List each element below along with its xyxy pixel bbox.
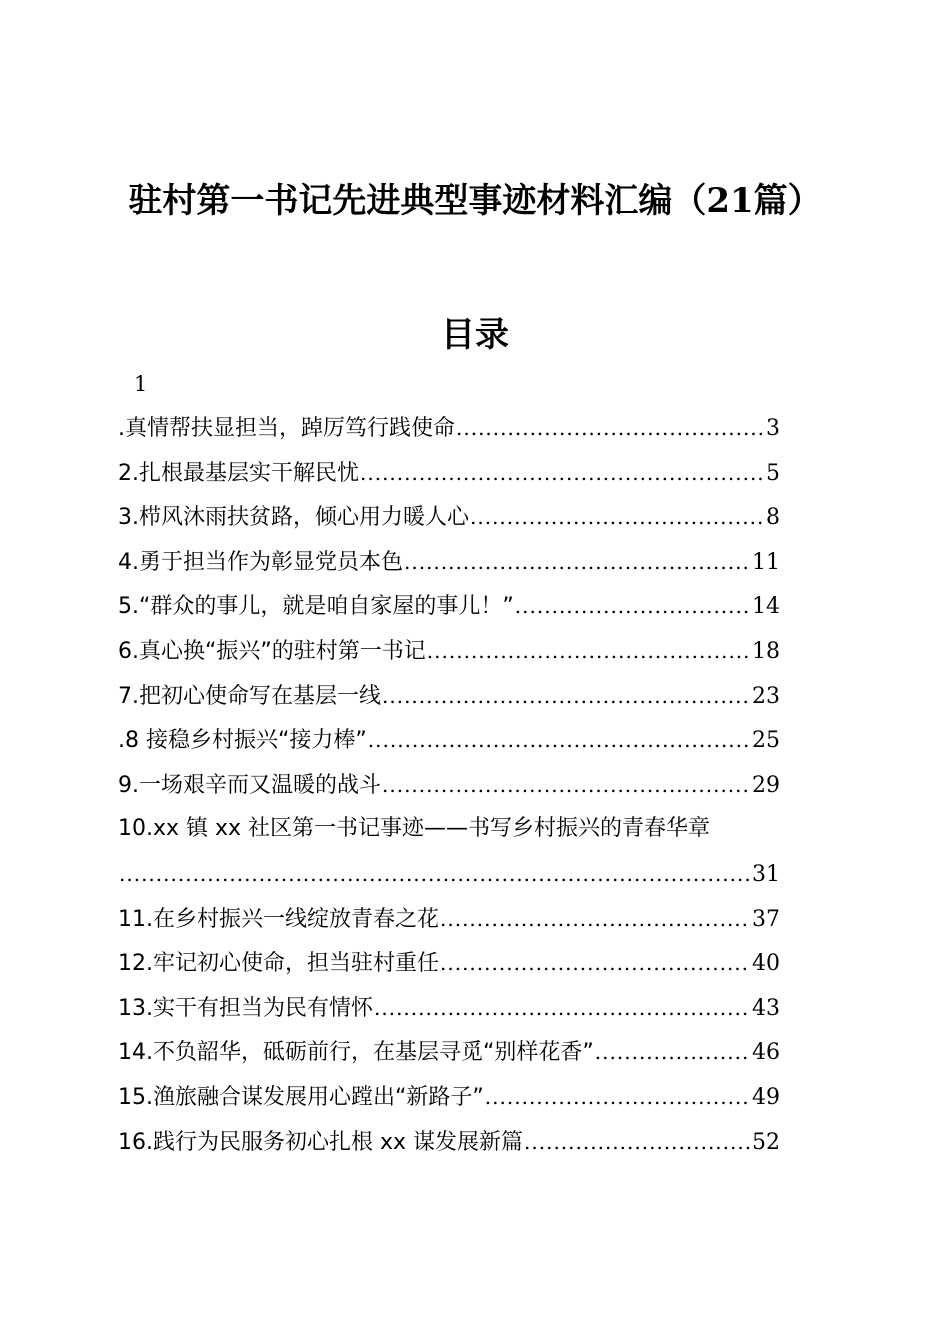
- toc-entry-text: 11.在乡村振兴一线绽放青春之花: [118, 906, 439, 932]
- toc-entry-9[interactable]: [118, 763, 780, 808]
- toc-entry-14[interactable]: [118, 1030, 780, 1075]
- dot-leader: [524, 1120, 751, 1165]
- toc-entry-11[interactable]: [118, 897, 780, 942]
- dot-leader: [440, 897, 751, 942]
- toc-entry-1[interactable]: [118, 406, 780, 451]
- toc-page-number: 5: [766, 460, 780, 486]
- toc-entry-3[interactable]: [118, 495, 780, 540]
- toc-page-number: 18: [752, 638, 780, 664]
- toc-page-number: 37: [752, 906, 780, 932]
- dot-leader: [382, 763, 751, 808]
- stray-number: 1: [134, 372, 148, 396]
- toc-entry-text: .真情帮扶显担当，踔厉笃行践使命: [118, 416, 455, 441]
- toc-entry-8[interactable]: [118, 718, 780, 763]
- toc-page-number: 46: [752, 1040, 780, 1066]
- toc-entry-5[interactable]: [118, 584, 780, 629]
- toc-entry-text: 3.栉风沐雨扶贫路，倾心用力暖人心: [118, 505, 469, 531]
- toc-page-number: 3: [766, 416, 780, 441]
- dot-leader: [360, 451, 765, 496]
- toc-entry-7[interactable]: [118, 674, 780, 719]
- toc-entry-text: 14.不负韶华，砥砺前行，在基层寻觅“别样花香”: [118, 1040, 594, 1066]
- toc-page-number: 49: [752, 1084, 780, 1110]
- dot-leader: [515, 584, 751, 629]
- toc-page-number: 8: [766, 505, 780, 531]
- toc-page-number: 43: [752, 995, 780, 1021]
- toc-entry-text: 5.“群众的事儿，就是咱自家屋的事儿！”: [118, 594, 514, 620]
- document-title: 驻村第一书记先进典型事迹材料汇编（21篇）: [128, 181, 822, 221]
- toc-page-number: 25: [752, 728, 780, 754]
- toc-entry-4[interactable]: [118, 540, 780, 585]
- toc-entry-text: 6.真心换“振兴”的驻村第一书记: [118, 638, 426, 664]
- toc-entry-text: 15.渔旅融合谋发展用心蹚出“新路子”: [118, 1084, 484, 1110]
- toc-entry-text: 9.一场艰辛而又温暖的战斗: [118, 772, 381, 798]
- toc-entry-6[interactable]: [118, 629, 780, 674]
- toc-entry-16[interactable]: [118, 1120, 780, 1165]
- toc-entry-15[interactable]: [118, 1075, 780, 1120]
- toc-page-number: 29: [752, 772, 780, 798]
- toc-page-number: 40: [752, 951, 780, 977]
- dot-leader: [485, 1075, 751, 1120]
- toc-entry-2[interactable]: [118, 451, 780, 496]
- toc-heading: 目录: [441, 315, 509, 355]
- toc-entry-13[interactable]: [118, 986, 780, 1031]
- dot-leader: [382, 674, 751, 719]
- dot-leader: [368, 718, 751, 763]
- toc-entry-text: 7.把初心使命写在基层一线: [118, 683, 381, 709]
- dot-leader: [404, 540, 751, 585]
- toc-page-number: 14: [752, 594, 780, 620]
- dot-leader: [374, 986, 751, 1031]
- toc-entry-text: 13.实干有担当为民有情怀: [118, 995, 373, 1021]
- toc-page-number: 31: [752, 861, 780, 887]
- toc-entry-text: 16.践行为民服务初心扎根 xx 谋发展新篇: [118, 1129, 524, 1155]
- dot-leader: [119, 852, 751, 897]
- toc-entry-12[interactable]: [118, 941, 780, 986]
- toc-entry-text: 12.牢记初心使命，担当驻村重任: [118, 951, 439, 977]
- toc-entry-text: .8 接稳乡村振兴“接力棒”: [118, 728, 367, 754]
- toc-page-number: 52: [752, 1129, 780, 1155]
- dot-leader: [440, 941, 751, 986]
- toc-entry-10-text[interactable]: 10.xx 镇 xx 社区第一书记事迹——书写乡村振兴的青春华章: [118, 816, 711, 842]
- toc-entry-text: 2.扎根最基层实干解民忧: [118, 460, 359, 486]
- toc-entry-text: 4.勇于担当作为彰显党员本色: [118, 549, 403, 575]
- dot-leader: [456, 406, 765, 451]
- toc-page-number: 23: [752, 683, 780, 709]
- table-of-contents: [118, 362, 838, 1164]
- toc-page-number: 11: [752, 549, 780, 575]
- dot-leader: [470, 495, 765, 540]
- dot-leader: [595, 1030, 751, 1075]
- toc-entry-10[interactable]: [118, 852, 780, 897]
- dot-leader: [427, 629, 751, 674]
